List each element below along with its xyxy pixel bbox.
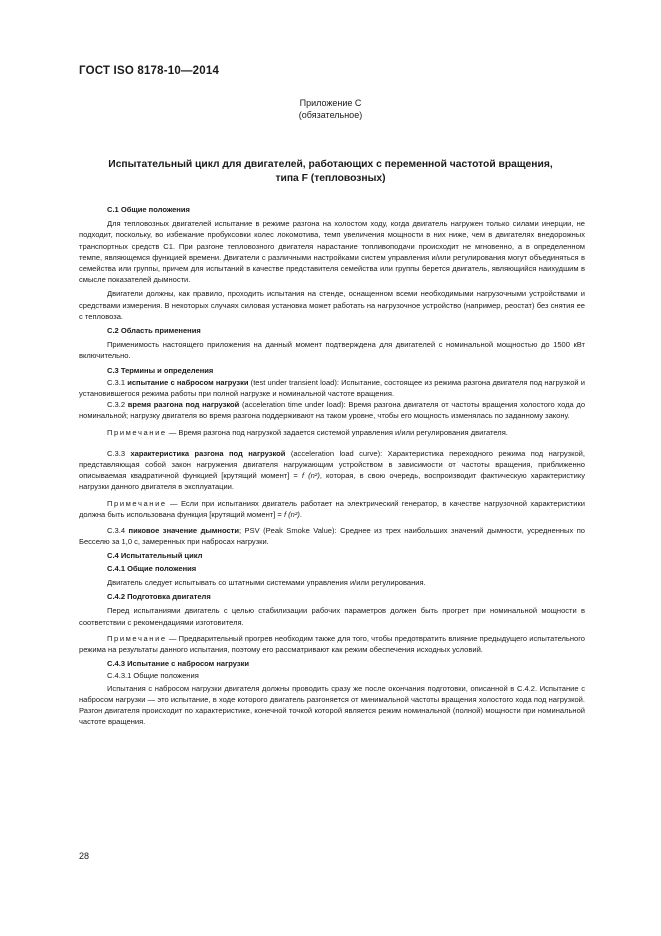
note-text-end: . [299,509,302,519]
definition-c3-4 [79,525,585,547]
note-3 [79,633,585,655]
formula: f (n²) [301,471,320,481]
paragraph-c4-1: Двигатель следует испытывать со штатными системами управления и/или регулирования. [107,577,426,587]
definition-term: время разгона под нагрузкой [127,400,240,410]
definition-c3-1 [79,377,585,399]
formula: f (n²) [283,509,300,519]
section-heading-c4-1: С.4.1 Общие положения [107,563,197,573]
section-heading-c4-2: С.4.2 Подготовка двигателя [107,592,211,602]
definition-c3-3 [79,448,585,493]
section-heading-c4-3: С.4.3 Испытание с набросом нагрузки [107,659,250,669]
annex-title [100,158,561,186]
annex-title-line1: Испытательный цикл для двигателей, работающих с переменной частотой вращения, [108,159,553,170]
definition-text: ; PSV (Peak Smoke Value): Среднее из трех наибольших значений дымности, усредненных по Бесселю за 1,0 с, замеренных при набросах нагрузки. [79,526,586,547]
section-heading-c4: С.4 Испытательный цикл [107,551,203,561]
paragraph-c1-1: Для тепловозных двигателей испытание в режиме разгона на холостом ходу, когда двигатель нагружен только силами инерции, не подходит, поскольку, во избежание пробуксовки колес локомотива, темп увеличения мощности в них ниже, чем в двигателях внедорожных транспортных средств С1. При разгоне тепловозного двигателя нарастание топливоподачи происходит не мгновенно, а в определенном темпе, являющемся функцией времени. Двигатели с различными настройками систем управления и/или регулирования могут объединяться в семейства или группы, причем для испытаний в качестве представителя семейства или группы берется двигатель, являющийся наихудшим в смысле показателей дымности. [79,219,585,285]
annex-label: Приложение С [299,98,362,108]
page-number: 28 [79,851,90,861]
document-code: ГОСТ ISO 8178-10—2014 [79,65,220,77]
section-heading-c1: С.1 Общие положения [107,205,190,214]
note-label: Примечание [107,498,167,508]
section-heading-c4-3-1: С.4.3.1 Общие положения [107,671,199,681]
section-heading-c3: С.3 Термины и определения [107,365,214,375]
annex-status: (обязательное) [298,110,363,120]
definition-text: (test under transient load): Испытание, состоящее из режима разгона двигателя под нагрузкой и установившегося режима работы при полной нагрузке и номинальной частоте вращения. [79,377,585,399]
definition-c3-2 [79,399,585,421]
note-label: Примечание [107,427,167,437]
definition-term: пиковое значение дымности [128,526,239,536]
annex-block [0,97,661,121]
definition-number: С.3.4 [107,526,129,536]
definition-text-end: , которая, в свою очередь, воспроизводит фактическую характеристику нагрузки данного двигателя в эксплуатации. [79,471,585,492]
note-text: — Время разгона под нагрузкой задается системой управления и/или регулирования двигателя. [166,427,508,437]
note-1 [79,427,585,438]
note-text: — Предварительный прогрев необходим также для того, чтобы предотвратить влияние предыдущего испытательного режима на результаты данного испытания, поэтому его рассматривают как режим обеспечения исходных условий. [79,633,585,654]
definition-number: С.3.3 [107,448,131,458]
paragraph-c1-2: Двигатели должны, как правило, проходить испытания на стенде, оснащенном всеми необходимыми нагрузочными устройствами и средствами измерения. В некоторых случаях силовая установка может работать на нагрузочное устройство (например, реостат) без снятия ее с тепловоза. [79,289,585,321]
paragraph-c4-2: Перед испытаниями двигатель с целью стабилизации рабочих параметров должен быть прогрет при номинальной мощности в соответствии с рекомендациями изготовителя. [79,606,585,627]
section-heading-c2: С.2 Область применения [107,326,201,336]
paragraph-c4-3-1: Испытания с набросом нагрузки двигателя должны проводить сразу же после окончания подготовки, описанной в С.4.2. Испытание с набросом нагрузки — это испытание, в ходе которого двигатель разгоняется от минимальной частоты вращения холостого хода под нагрузкой. Разгон двигателя происходит по характеристике, конечной точкой которой является режим номинальной (полной) мощности при номинальной частоте вращения. [79,683,585,727]
definition-text: (acceleration time under load): Время разгона двигателя от частоты вращения холостого хода до номинальной; нагрузку двигателя во время разгона поддерживают на таком уровне, чтобы его мощность изменялась по заданному закону. [79,400,586,421]
annex-title-line2: типа F (тепловозных) [275,173,386,184]
document-body [79,203,585,727]
definition-term: характеристика разгона под нагрузкой [130,448,286,458]
definition-text: (acceleration load curve): Характеристика переходного режима под нагрузкой, представляющая собой закон нагружения двигателя нагружающим устройством в зависимости от частоты вращения, приближенно описываемая квадратичной функцией [крутящий момент] = [79,448,585,481]
note-text: — Если при испытаниях двигатель работает на электрический генератор, в качестве нагрузочной характеристики должна быть использована функция [крутящий момент] = [79,498,585,519]
definition-number: С.3.2 [107,400,128,410]
definition-term: испытание с набросом нагрузки [127,377,249,387]
note-2 [79,498,585,520]
paragraph-c2-1: Применимость настоящего приложения на данный момент подтверждена для двигателей с номинальной мощностью до 1500 кВт включительно. [79,340,585,361]
note-label: Примечание [107,633,167,643]
definition-number: С.3.1 [107,377,128,387]
